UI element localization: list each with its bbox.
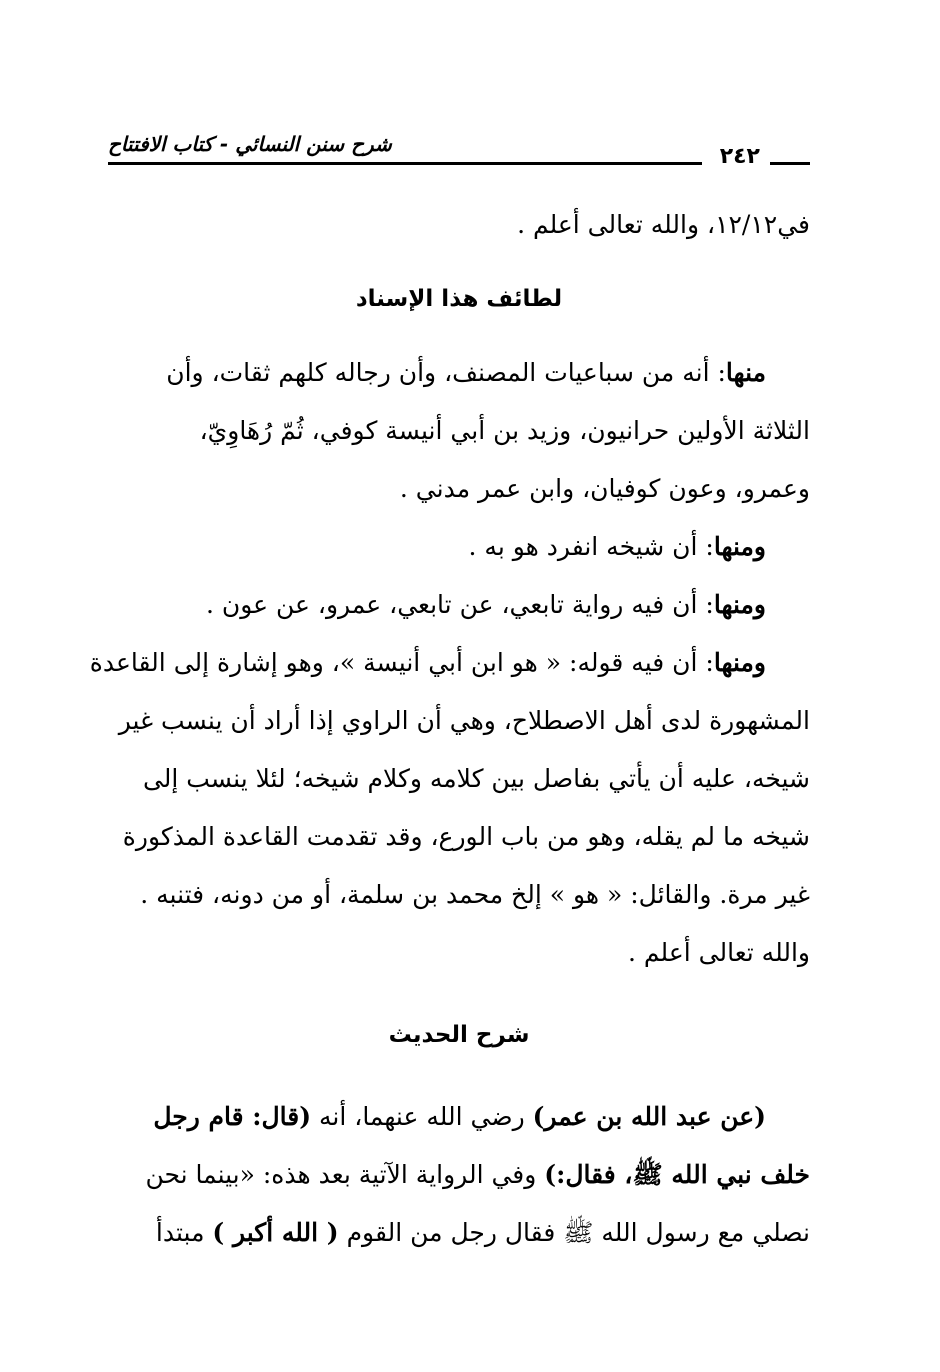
paragraph-line: الثلاثة الأولين حرانيون، وزيد بن أبي أنيسة كوفي، ثُمّ رُهَاوِيّ، bbox=[199, 416, 810, 445]
paragraph-lead: منها bbox=[725, 358, 766, 387]
paragraph-line: ومنها: أن فيه قوله: « هو ابن أبي أنيسة »، وهو إشارة إلى القاعدة bbox=[89, 648, 766, 677]
page-header bbox=[108, 120, 810, 176]
paragraph-line: ومنها: أن فيه رواية تابعي، عن تابعي، عمرو، عن عون . bbox=[205, 590, 766, 619]
paragraph-line: ومنها: أن شيخه انفرد هو به . bbox=[468, 532, 766, 561]
paragraph-line: غير مرة. والقائل: « هو » إلخ محمد بن سلمة، أو من دونه، فتنبه . bbox=[140, 880, 810, 909]
paragraph-line: المشهورة لدى أهل الاصطلاح، وهي أن الراوي إذا أراد أن ينسب غير bbox=[118, 706, 810, 735]
page-number: ٢٤٢ bbox=[719, 144, 760, 169]
paragraph-lead: ومنها bbox=[713, 590, 766, 619]
section-heading-hadith: شرح الحديث bbox=[388, 1022, 530, 1048]
paragraph-lead: ومنها bbox=[713, 532, 766, 561]
section-heading-isnad: لطائف هذا الإسناد bbox=[355, 286, 563, 312]
body-text bbox=[89, 196, 810, 1262]
paragraph-line: خلف نبي الله ﷺ، فقال:) وفي الرواية الآتية بعد هذه: «بينما نحن bbox=[145, 1160, 810, 1189]
paragraph-line: شيخه، عليه أن يأتي بفاصل بين كلامه وكلام شيخه؛ لئلا ينسب إلى bbox=[142, 764, 810, 793]
paragraph-line: وعمرو، وعون كوفيان، وابن عمر مدني . bbox=[399, 474, 810, 503]
text-line: في١٢/١٢، والله تعالى أعلم . bbox=[517, 210, 810, 239]
paragraph-lead: ومنها bbox=[713, 648, 766, 677]
running-title: شرح سنن النسائي - كتاب الافتتاح bbox=[108, 132, 392, 156]
header-rule bbox=[108, 162, 702, 165]
paragraph-line: منها: أنه من سباعيات المصنف، وأن رجاله كلهم ثقات، وأن bbox=[166, 358, 766, 387]
paragraph-line: والله تعالى أعلم . bbox=[628, 938, 810, 967]
page-number-dash bbox=[770, 162, 810, 165]
paragraph-line: شيخه ما لم يقله، وهو من باب الورع، وقد تقدمت القاعدة المذكورة bbox=[122, 822, 810, 851]
paragraph-line: نصلي مع رسول الله ﷺ فقال رجل من القوم ( الله أكبر ) مبتدأ bbox=[155, 1218, 810, 1247]
paragraph-line: (عن عبد الله بن عمر) رضي الله عنهما، أنه (قال: قام رجل bbox=[153, 1102, 766, 1131]
